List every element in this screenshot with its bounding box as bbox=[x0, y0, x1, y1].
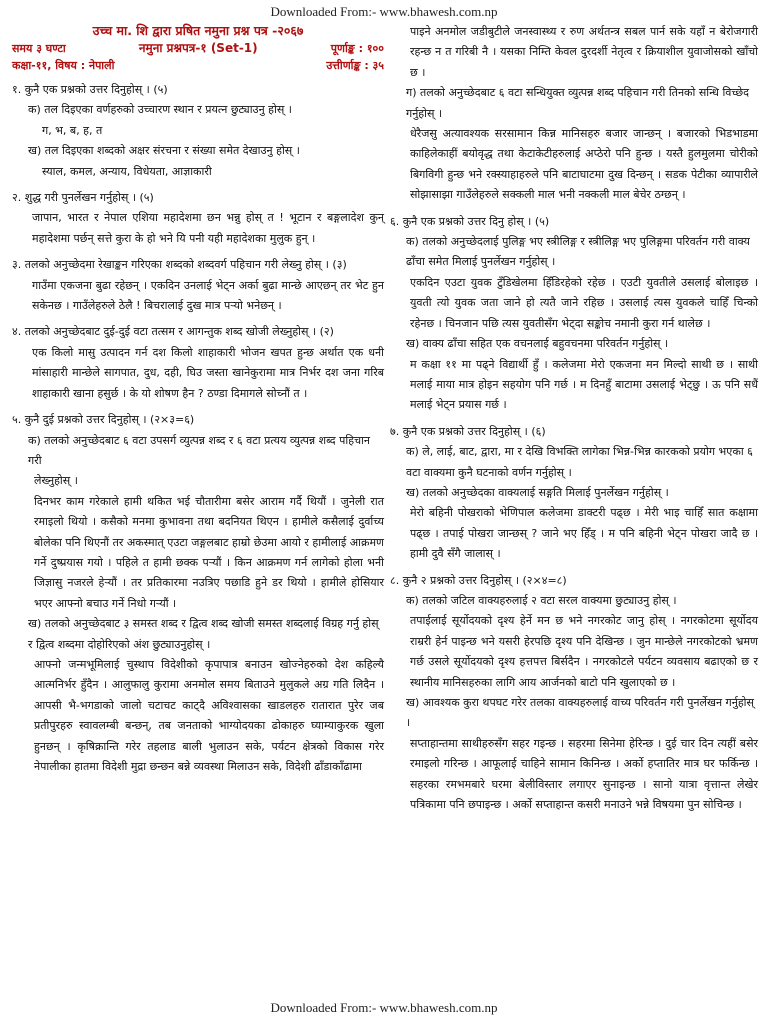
question-6-head: ६. कुनै एक प्रश्नको उत्तर दिनु होस् । (५) bbox=[390, 214, 550, 228]
exam-time: समय ३ घण्टा bbox=[12, 42, 66, 55]
question-3 bbox=[12, 255, 384, 316]
question-4-body: एक किलो मासु उत्पादन गर्न दश किलो शाहाकारी भोजन खपत हुन्छ अर्थात एक धनी मांसाहारी मान्छेले सागपात, दुध, दही, घिउ जस्ता खानेकुरामा मात्र निर्भर दश जना गरिब शाहाकारी खाना हसुर्छ । के यो शोषण हैन ? ठण्डा दिमागले सोच्नौं त । bbox=[32, 345, 384, 400]
question-7-head: ७. कुनै एक प्रश्नको उत्तर दिनुहोस् । (६) bbox=[390, 424, 546, 438]
question-6 bbox=[390, 212, 758, 416]
question-8b-body: सप्ताहान्तमा साथीहरुसँग सहर गइन्छ । सहरमा सिनेमा हेरिन्छ । दुई चार दिन त्यहीं बसेर रमाइलो गरिन्छ । आफूलाई चाहिने सामान किनिन्छ । अर्को हप्तातिर मात्र घर फर्किन्छ । सहरका रमभमबारे घरमा बेलीविस्तार लगाएर सुनाइन्छ । सानो यात्रा वृत्तान्त लेखेर पत्रिकामा पनि छपाइन्छ । अर्को सप्ताहान्त कसरी मनाउने भन्ने विषयमा पुन सोचिन्छ । bbox=[410, 736, 758, 812]
question-1b: ख) तल दिइएका शब्दको अक्षर संरचना र संख्या समेत देखाउनु होस् । bbox=[28, 144, 300, 158]
question-8 bbox=[390, 571, 758, 816]
question-5a: क) तलको अनुच्छेदबाट ६ वटा उपसर्ग व्युत्पन्न शब्द र ६ वटा प्रत्यय व्युत्पन्न शब्द पहिचान गरी bbox=[28, 433, 371, 467]
question-4 bbox=[12, 322, 384, 404]
question-5 bbox=[12, 410, 384, 777]
download-header: Downloaded From:- www.bhawesh.com.np bbox=[270, 4, 498, 19]
question-6a-body: एकदिन एउटा युवक टुँडिखेलमा हिँडिरहेको रहेछ । एउटी युवतीले उसलाई बोलाइछ । युवती त्यो युवक जता जाने हो त्यतै जाने रहिछ । उसलाई त्यस युवकले चाहिँ चिन्को रहेनछ । चिनजान पछि त्यस युवतीसँग भेट्दा सङ्कोच नमानी कुरा गर्न थालेछ । bbox=[410, 275, 758, 330]
left-column bbox=[12, 22, 384, 777]
question-5b: ख) तलको अनुच्छेदबाट ३ समस्त शब्द र द्वित्व शब्द खोजी समस्त शब्दलाई विग्रह गर्नु होस् र द्वित्व शब्दमा दोहोरिएको अंश छुट्याउनुहोस् । bbox=[28, 617, 379, 651]
question-7 bbox=[390, 422, 758, 565]
exam-full-marks: पूर्णाङ्क : १०० bbox=[330, 42, 384, 55]
question-6b-body: म कक्षा ११ मा पढ्ने विद्यार्थी हुँ । कलेजमा मेरो एकजना मन मिल्दो साथी छ । साथी मलाई माया मात्र होइन सहयोग पनि गर्छ । म दिनहुँ बाटामा उसलाई भेट्छु । ऊ पनि सधैं मलाई भेट्न प्रयास गर्छ । bbox=[410, 357, 758, 412]
question-5-head: ५. कुनै दुई प्रश्नको उत्तर दिनुहोस् । (२×३=६) bbox=[12, 413, 195, 427]
question-6a: क) तलको अनुच्छेदलाई पुलिङ्ग भए स्त्रीलिङ्ग र स्त्रीलिङ्ग भए पुलिङ्गमा परिवर्तन गरी वाक्य ढाँचा समेत मिलाई पुनर्लेखन गर्नुहोस् । bbox=[406, 235, 750, 269]
question-7b-body: मेरो बहिनी पोखराको भेणिपाल कलेजमा डाक्टरी पढ्छ । मेरी भाइ चाहिँ सात कक्षामा पढ्छ । तपाई पोखरा जान्छस् ? जाने भए हिँड् । म पनि बहिनी भेट्न पोखरा जादै छ । हामी दुवै सँगै जालास् । bbox=[410, 506, 758, 561]
exam-title: उच्च मा. शि द्वारा प्रषित नमुना प्रश्न पत्र -२०६७ bbox=[92, 23, 304, 38]
question-2 bbox=[12, 188, 384, 249]
question-3-body: गाउँमा एकजना बुढा रहेछन् । एकदिन उनलाई भेट्न अर्का बुढा मान्छे आएछन् तर भेट हुन सकेनछ । गाउँलेहरुले ठेलै ! बिचरालाई दुख मात्र पर्‍यो भनेछन् । bbox=[32, 278, 384, 313]
exam-set-name: नमुना प्रश्नपत्र-१ (Set-1) bbox=[138, 41, 258, 55]
question-1a-items: ग, भ, ब, ह, त bbox=[42, 123, 103, 137]
question-5a-cont: लेख्नुहोस् । bbox=[34, 474, 78, 488]
question-1a: क) तल दिइएका वर्णहरुको उच्चारण स्थान र प्रयत्न छुट्याउनु होस् । bbox=[28, 103, 292, 117]
question-3-head: ३. तलको अनुच्छेदमा रेखाङ्कन गरिएका शब्दको शब्दवर्ग पहिचान गरी लेख्नु होस् । (३) bbox=[12, 258, 347, 272]
question-7b: ख) तलको अनुच्छेदका वाक्यलाई सङ्गति मिलाई पुनर्लेखन गर्नुहोस् । bbox=[406, 485, 669, 499]
question-8a: क) तलको जटिल वाक्यहरुलाई २ वटा सरल वाक्यमा छुट्याउनु होस् । bbox=[406, 593, 677, 607]
question-2-body: जापान, भारत र नेपाल एशिया महादेशमा छन भन्नु होस् त ! भूटान र बङ्गलादेश कुन् महादेशमा पर्छन् सत्ते कुरा के हो भने यि पनी यही महादेशका मुलुक हुन् । bbox=[32, 211, 384, 245]
question-8a-body: तपाईलाई सूर्योदयको दृश्य हेर्ने मन छ भने नगरकोट जानु होस् । नगरकोटमा सूर्योदय राम्ररी हेर्न पाइन्छ भने यसरी हेरपछि दृश्य पनि देखिन्छ । जुन मान्छेले नगरकोटको भ्रमण गर्छ उसले सूर्योदयको दृश्य हत्तपत्त बिर्सदैन । नगरकोटले पर्यटन व्यवसाय बढाएको छ र स्थानीय मानिसहरुका लागि आय आर्जनको बाटो पनि खुलाएको छ । bbox=[410, 614, 758, 689]
question-5c: ग) तलको अनुच्छेदबाट ६ वटा सन्धियुक्त व्युत्पन्न शब्द पहिचान गरी तिनको सन्धि विच्छेद गर्नुहोस् । bbox=[406, 86, 750, 120]
question-8b: ख) आवश्यक कुरा थपघट गरेर तलका वाक्यहरुलाई वाच्य परिवर्तन गरी पुनर्लेखन गर्नुहोस् । bbox=[406, 696, 754, 730]
question-5b-continued: पाइने अनमोल जडीबुटीले जनस्वास्थ्य र रुण अर्थतन्त्र सबल पार्न सके यहाँ न बेरोजगारी रहन्छ न त गरिबी नै । यसका निम्ति केवल दुरदर्शी नेतृत्व र क्रियाशील युवाजोसको खाँचो छ । bbox=[410, 25, 758, 79]
exam-meta-row-1 bbox=[12, 40, 384, 57]
question-6b: ख) वाक्य ढाँचा सहित एक वचनलाई बहुवचनमा परिवर्तन गर्नुहोस् । bbox=[406, 337, 669, 351]
right-column bbox=[390, 22, 758, 815]
question-1b-items: स्याल, कमल, अन्याय, विधेयता, आज्ञाकारी bbox=[42, 164, 212, 178]
download-footer: Downloaded From:- www.bhawesh.com.np bbox=[270, 1000, 498, 1015]
question-8-head: ८. कुनै २ प्रश्नको उत्तर दिनुहोस् । (२×४=८) bbox=[390, 573, 567, 587]
question-5c-body: धेरैजसु अत्यावश्यक सरसामान किन्न मानिसहरु बजार जान्छन् । बजारको भिडभाडमा काहिलेकाहीं बयोवृद्ध तथा केटाकेटीहरुलाई अप्ठेरो पनि हुन्छ । यस्तै हुलमुलमा चोरीको बिगविगी हुन्छ भने रक्स्याहाहरुले पनि बाटाघाटमा दुख दिन्छन् । सडक पेटीका व्यापारीले सोझासाझा गाउँलेहरुले सक्कली माल भनी नक्कली माल बेचेर ठग्छन् । bbox=[410, 127, 758, 202]
question-1-head: १. कुनै एक प्रश्नको उत्तर दिनुहोस् । (५) bbox=[12, 83, 168, 96]
question-4-head: ४. तलको अनुच्छेदबाट दुई-दुई वटा तत्सम र आगन्तुक शब्द खोजी लेख्नुहोस् । (२) bbox=[12, 325, 334, 339]
question-2-head: २. शुद्ध गरी पुनर्लेखन गर्नुहोस् । (५) bbox=[12, 191, 154, 205]
question-1 bbox=[12, 80, 384, 182]
exam-meta-row-2 bbox=[12, 57, 384, 74]
question-5b-body: आफ्नो जन्मभूमिलाई चुस्थाप विदेशीको कृपापात्र बनाउन खोज्नेहरुको देश कहिल्यै आत्मनिर्भर हुँदैन । आलुफालु कुरामा अनमोल समय बिताउने मुलुकले अग्र गति लिदैन । आपसी भै-भगडाको जालो चटाचट काट्दै अविश्वासका खाडलहरु रातारात पुरेर जब प्रतीपुरहरु स्वावलम्बी बन्छन्, तब जनताको भाग्योदयका ढोकाहरु घ्याम्याकुरक खुला हुनछन् । कृषिक्रान्ति गरेर तहलाड बाली भुलाउन सके, पर्यटन क्षेत्रको विकास गरेर नेपालीका हातमा विदेशी मुद्रा छन्छन बन्ने व्यवस्था मिलाउन सके, विदेशी ढाँडाकाँढामा bbox=[34, 657, 384, 773]
exam-class-subject: कक्षा-११, विषय : नेपाली bbox=[12, 59, 115, 72]
question-5a-body: दिनभर काम गरेकाले हामी थकित भई चौतारीमा बसेर आराम गर्दै थियौं । जुनेली रात रमाइलो थियो । कसैको मनमा कुभावना तथा बदनियत थिएन । हामीले कसैलाई दुर्वाच्य बोलेका पनि थिएनौं तर अकस्मात् एउटा जङ्गलबाट हाम्रो छेउमा आयो र हामीलाई आक्रमण गर्ने दुष्प्रयास गयो । पहिले त हामी छक्क पर्‍यौं । किन आक्रमण गर्न लागेको होला भनी जिज्ञासु नजरले हेर्‍यौं । तर प्रतिकारमा नउत्रिए पछाडि हुने डर थियो । हामीले होसियार भएर आफ्नो बचाउ गर्ने निधो गर्‍यौं । bbox=[34, 494, 384, 610]
question-7a: क) ले, लाई, बाट, द्वारा, मा र देखि विभक्ति लागेका भिन्न-भिन्न कारकको प्रयोग भएका ६ वटा वाक्यमा कुनै घटनाको वर्णन गर्नुहोस् । bbox=[406, 445, 753, 479]
exam-pass-marks: उत्तीर्णाङ्क : ३५ bbox=[326, 59, 384, 72]
